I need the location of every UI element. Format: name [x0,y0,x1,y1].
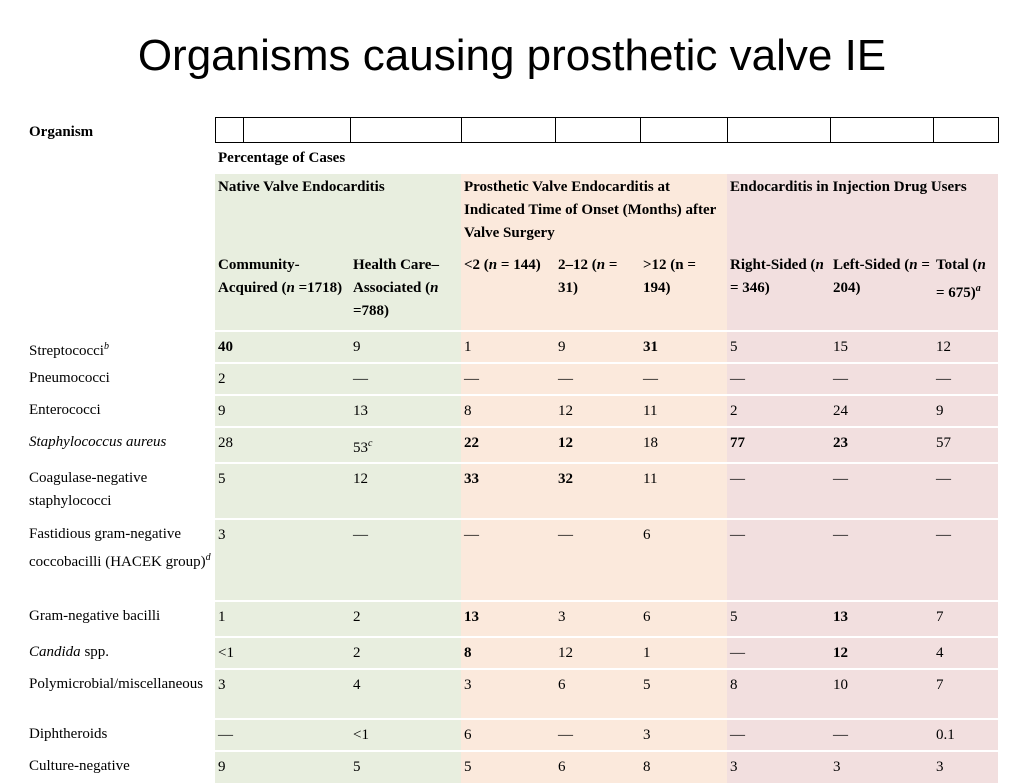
empty-header-cell [830,118,933,143]
table-cell: — [461,363,555,395]
table-cell: 6 [555,751,640,783]
table-cell: — [215,719,350,751]
table-cell: 22 [461,427,555,463]
table-cell: — [350,519,461,601]
table-cell: 8 [461,637,555,669]
table-row [26,751,998,783]
table-cell: 3 [727,751,830,783]
table-cell: — [933,363,998,395]
table-cell: 6 [461,719,555,751]
table-cell: 4 [933,637,998,669]
table-cell: 9 [933,395,998,427]
table-cell: 9 [350,331,461,363]
table-cell: 13 [461,601,555,637]
organism-name: Polymicrobial/miscellaneous [26,669,215,719]
group-prosthetic: Prosthetic Valve Endocarditis at Indicated Time of Onset (Months) after Valve Surgery [461,174,727,252]
table-cell: 11 [640,463,727,519]
table-cell: 7 [933,669,998,719]
group-native: Native Valve Endocarditis [215,174,461,252]
table-cell: — [933,519,998,601]
organism-name: Culture-negative [26,751,215,783]
slide-title: Organisms causing prosthetic valve IE [137,31,887,80]
table-cell: 12 [555,637,640,669]
organism-name: Gram-negative bacilli [26,601,215,637]
table-cell: 3 [640,719,727,751]
empty-header-cell [933,118,998,143]
table-cell: 77 [727,427,830,463]
table-cell: 5 [727,331,830,363]
table-cell: 57 [933,427,998,463]
table-row [26,363,998,395]
organism-name: Diphtheroids [26,719,215,751]
table-cell: 1 [215,601,350,637]
table-cell: 11 [640,395,727,427]
organism-name: Pneumococci [26,363,215,395]
column-header: >12 (n = 194) [640,252,727,331]
organism-table [26,117,998,783]
table-cell: 3 [215,519,350,601]
table-cell: 33 [461,463,555,519]
table-cell: 4 [350,669,461,719]
table-cell: 10 [830,669,933,719]
table-cell: 53$^c$ [350,427,461,463]
table-cell: — [727,463,830,519]
empty-header-cell [727,118,830,143]
table-cell: 40 [215,331,350,363]
table-cell: 9 [555,331,640,363]
column-header: Health Care–Associated (n =788) [350,252,461,331]
table-cell: 2 [350,601,461,637]
table-cell: <1 [215,637,350,669]
table-cell: 6 [640,601,727,637]
table-cell: <1 [350,719,461,751]
table-row [26,427,998,463]
table-cell: — [933,463,998,519]
table-cell: 3 [461,669,555,719]
empty-header-cell [555,118,640,143]
table-cell: — [555,719,640,751]
table-cell: 1 [640,637,727,669]
column-header: Left-Sided (n = 204) [830,252,933,331]
table-cell: 6 [555,669,640,719]
table-row [26,519,998,601]
organism-name: Staphylococcus aureus [26,427,215,463]
data-table [26,117,999,783]
table-cell: — [727,519,830,601]
table-cell: 12 [555,427,640,463]
table-row [26,719,998,751]
column-header: Total (n = 675)$^a$ [933,252,998,331]
organism-name: Enterococci [26,395,215,427]
empty-header-cell [243,118,350,143]
organism-name: Coagulase-negative staphylococci [26,463,215,519]
table-cell: 5 [350,751,461,783]
table-cell: 12 [350,463,461,519]
group-idu: Endocarditis in Injection Drug Users [727,174,998,252]
table-cell: 8 [461,395,555,427]
table-cell: 8 [640,751,727,783]
table-row [26,601,998,637]
table-cell: 5 [640,669,727,719]
table-cell: 12 [830,637,933,669]
table-cell: 3 [215,669,350,719]
table-cell: 9 [215,751,350,783]
table-cell: 3 [830,751,933,783]
table-cell: 15 [830,331,933,363]
table-cell: 8 [727,669,830,719]
empty-header-cell [215,118,243,143]
table-cell: 12 [933,331,998,363]
table-cell: 6 [640,519,727,601]
column-header: <2 (n = 144) [461,252,555,331]
table-cell: 1 [461,331,555,363]
organism-header: Organism [29,123,94,140]
table-row [26,637,998,669]
organism-name: Streptococci$^b$ [26,331,215,363]
table-cell: 5 [215,463,350,519]
empty-header-cell [461,118,555,143]
table-cell: — [350,363,461,395]
table-cell: 2 [350,637,461,669]
table-cell: — [727,363,830,395]
table-row [26,463,998,519]
table-cell: 31 [640,331,727,363]
table-cell: — [830,519,933,601]
table-cell: 2 [215,363,350,395]
table-cell: — [830,719,933,751]
table-cell: 23 [830,427,933,463]
organism-name: Candida spp. [26,637,215,669]
table-cell: 13 [830,601,933,637]
table-cell: 5 [727,601,830,637]
table-cell: — [727,637,830,669]
column-header: Right-Sided (n = 346) [727,252,830,331]
organism-name: Fastidious gram-negative coccobacilli (HACEK group)$^d$ [26,519,215,601]
table-row [26,395,998,427]
table-cell: 0.1 [933,719,998,751]
table-cell: 24 [830,395,933,427]
table-cell: — [640,363,727,395]
table-cell: 9 [215,395,350,427]
table-cell: 13 [350,395,461,427]
table-cell: 7 [933,601,998,637]
table-cell: 12 [555,395,640,427]
table-cell: — [555,519,640,601]
empty-header-cell [350,118,461,143]
table-cell: — [555,363,640,395]
table-row [26,331,998,363]
table-cell: 3 [555,601,640,637]
table-cell: 18 [640,427,727,463]
table-cell: 32 [555,463,640,519]
table-cell: 3 [933,751,998,783]
table-cell: 5 [461,751,555,783]
column-header: 2–12 (n = 31) [555,252,640,331]
table-cell: 2 [727,395,830,427]
table-cell: — [830,363,933,395]
table-cell: — [727,719,830,751]
table-cell: 28 [215,427,350,463]
empty-header-cell [640,118,727,143]
table-cell: — [830,463,933,519]
table-row [26,669,998,719]
percentage-header: Percentage of Cases [215,143,998,175]
column-header: Community-Acquired (n =1718) [215,252,350,331]
table-cell: — [461,519,555,601]
